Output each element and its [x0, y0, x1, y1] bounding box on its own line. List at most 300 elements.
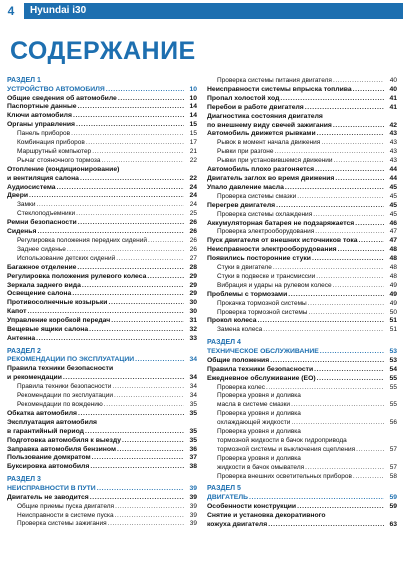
- toc-entry[interactable]: [207, 104, 397, 113]
- toc-entry[interactable]: [207, 366, 397, 375]
- dot-leader: [122, 437, 184, 446]
- toc-entry[interactable]: [207, 300, 397, 309]
- toc-page-number: 48: [389, 272, 397, 280]
- toc-entry-title: Неисправности электрооборудования: [207, 246, 337, 254]
- toc-page-number: 49: [389, 281, 397, 289]
- toc-page-number: 30: [189, 308, 197, 316]
- dot-leader: [67, 246, 184, 255]
- toc-entry-title: Рывки при разгоне: [217, 148, 274, 156]
- toc-page-number: 46: [389, 219, 397, 227]
- toc-page-number: 45: [389, 183, 397, 191]
- dot-leader: [63, 374, 184, 383]
- toc-page-number: 27: [189, 254, 197, 262]
- toc-entry[interactable]: [207, 202, 397, 211]
- toc-entry-title: Двигатель заглох во время движения: [207, 174, 335, 182]
- dot-leader: [353, 473, 384, 482]
- toc-entry[interactable]: [7, 282, 197, 291]
- toc-entry-title: Регулировка положения передних сидений: [17, 237, 147, 244]
- toc-entry-title: Пуск двигателя от внешних источников тока: [207, 237, 358, 245]
- toc-entry[interactable]: [207, 503, 397, 512]
- dot-leader: [37, 228, 184, 237]
- toc-entry-title: Вещевые ящики салона: [7, 326, 89, 334]
- section-title[interactable]: [7, 86, 197, 95]
- toc-entry-title: Багажное отделение: [7, 263, 77, 271]
- toc-entry-title: Проблемы с тормозами: [207, 290, 288, 298]
- dot-leader: [263, 326, 384, 335]
- toc-page-number: 35: [189, 436, 197, 444]
- toc-entry[interactable]: [207, 264, 397, 273]
- toc-entry-title: Проверка системы зажигания: [17, 520, 107, 528]
- toc-page-number: 55: [389, 374, 397, 382]
- toc-entry[interactable]: [207, 455, 397, 464]
- toc-page-number: 15: [189, 121, 197, 129]
- toc-page-number: 56: [389, 419, 397, 427]
- toc-entry-title: РЕКОМЕНДАЦИИ ПО ЭКСПЛУАТАЦИИ: [7, 356, 135, 364]
- toc-entry[interactable]: [207, 184, 397, 193]
- toc-entry[interactable]: [207, 384, 397, 393]
- toc-entry[interactable]: [207, 375, 397, 384]
- toc-page-number: 26: [189, 237, 197, 244]
- toc-entry[interactable]: [207, 317, 397, 326]
- dot-leader: [317, 375, 384, 384]
- toc-entry[interactable]: [207, 473, 397, 482]
- dot-leader: [315, 228, 384, 237]
- toc-entry[interactable]: [7, 428, 197, 437]
- toc-page-number: 37: [189, 454, 197, 462]
- section-number: РАЗДЕЛ 4: [207, 339, 241, 347]
- dot-leader: [291, 401, 384, 410]
- dot-leader: [104, 401, 184, 410]
- toc-entry[interactable]: [7, 228, 197, 237]
- dot-leader: [72, 290, 184, 299]
- dot-leader: [108, 520, 184, 529]
- toc-entry[interactable]: [7, 437, 197, 446]
- toc-entry[interactable]: [7, 201, 197, 210]
- toc-entry[interactable]: [207, 166, 397, 175]
- toc-entry-title: Паспортные данные: [7, 103, 77, 111]
- toc-entry[interactable]: [207, 86, 397, 95]
- header-bar: [24, 3, 403, 19]
- toc-entry-title: Проверка тормозной системы: [217, 308, 308, 316]
- dot-leader: [285, 184, 384, 193]
- toc-entry-title: Проверка системы охлаждения: [217, 210, 313, 218]
- toc-entry-title: Проверка уровня и доливка: [217, 454, 301, 462]
- toc-page-number: 44: [389, 166, 397, 174]
- dot-leader: [321, 139, 384, 148]
- toc-entry-title: Проверка системы смазки: [217, 192, 297, 200]
- section-number: РАЗДЕЛ 2: [7, 347, 41, 355]
- dot-leader: [312, 255, 384, 264]
- dot-leader: [320, 348, 384, 357]
- dot-leader: [313, 211, 384, 220]
- dot-leader: [297, 503, 384, 512]
- dot-leader: [115, 503, 184, 512]
- toc-entry-title: Правила техники безопасности: [17, 383, 112, 391]
- toc-page-number: 29: [189, 281, 197, 289]
- toc-entry[interactable]: [7, 95, 197, 104]
- toc-entry-title: Зеркала заднего вида: [7, 281, 81, 289]
- toc-entry-title: Панель приборов: [17, 130, 71, 138]
- toc-entry-title: Диагностика состояния двигателя: [207, 112, 323, 120]
- toc-page-number: 39: [189, 511, 197, 519]
- toc-entry-title: Аккумуляторная батарея не подзаряжается: [207, 219, 355, 227]
- dot-leader: [78, 410, 184, 419]
- toc-entry[interactable]: [207, 77, 397, 86]
- toc-entry-title: Стеклоподъемники: [17, 210, 76, 218]
- toc-entry-title: Общие положения: [207, 356, 270, 364]
- section-number: РАЗДЕЛ 5: [207, 485, 241, 493]
- toc-entry[interactable]: [7, 255, 197, 264]
- dot-leader: [89, 326, 184, 335]
- dot-leader: [135, 356, 184, 365]
- dot-leader: [335, 175, 384, 184]
- dot-leader: [85, 428, 184, 437]
- toc-entry-title: Появились посторонние стуки: [207, 255, 311, 263]
- dot-leader: [90, 494, 184, 503]
- toc-entry-title: ДВИГАТЕЛЬ: [207, 494, 248, 502]
- toc-page-number: 30: [189, 299, 197, 307]
- toc-entry-title: Подготовка автомобиля к выезду: [7, 436, 122, 444]
- toc-entry-title: Капот: [7, 308, 27, 316]
- toc-entry[interactable]: [7, 494, 197, 503]
- toc-entry[interactable]: [7, 264, 197, 273]
- toc-entry-title: Общие сведения об автомобиле: [7, 94, 117, 102]
- toc-entry[interactable]: [207, 357, 397, 366]
- toc-entry[interactable]: [207, 130, 397, 139]
- toc-page-number: 54: [389, 365, 397, 373]
- toc-entry[interactable]: [7, 326, 197, 335]
- toc-page-number: 39: [189, 520, 197, 528]
- page-number: 4: [0, 3, 22, 19]
- toc-page-number: 41: [389, 103, 397, 111]
- toc-entry-title: Буксировка автомобиля: [7, 463, 90, 471]
- section-title[interactable]: [207, 494, 397, 503]
- dot-leader: [112, 383, 184, 392]
- toc-entry-title: Регулировка положения рулевого колеса: [7, 272, 147, 280]
- toc-page-number: 34: [189, 374, 197, 382]
- toc-page-number: 40: [389, 77, 397, 84]
- toc-entry-title: Прокол колеса: [207, 317, 257, 325]
- toc-entry[interactable]: [207, 512, 397, 521]
- toc-page-number: 14: [189, 103, 197, 111]
- toc-entry-title: Ремни безопасности: [7, 219, 77, 227]
- toc-entry[interactable]: [207, 428, 397, 437]
- toc-entry[interactable]: [7, 139, 197, 148]
- toc-entry-title: Автомобиль движется рывками: [207, 130, 316, 138]
- toc-entry-title: Пользование домкратом: [7, 454, 91, 462]
- dot-leader: [106, 86, 184, 95]
- toc-entry[interactable]: [207, 326, 397, 335]
- dot-leader: [77, 264, 184, 273]
- toc-entry-title: Комбинация приборов: [17, 139, 85, 147]
- dot-leader: [266, 384, 384, 393]
- toc-entry[interactable]: [7, 419, 197, 428]
- toc-entry[interactable]: [7, 335, 197, 344]
- toc-page-number: 45: [389, 192, 397, 200]
- toc-entry[interactable]: [7, 103, 197, 112]
- dot-leader: [97, 485, 184, 494]
- toc-page-number: 35: [189, 409, 197, 417]
- dot-leader: [92, 148, 184, 157]
- toc-entry[interactable]: [207, 464, 397, 473]
- toc-entry-title: Проверка внешних осветительных приборов: [217, 472, 352, 480]
- toc-entry-title: тормозной жидкости в бачок гидропривода: [217, 436, 347, 444]
- toc-entry-title: Замки: [17, 201, 36, 209]
- toc-entry[interactable]: [7, 273, 197, 282]
- toc-entry[interactable]: [7, 130, 197, 139]
- dot-leader: [76, 210, 184, 219]
- toc-entry[interactable]: [7, 157, 197, 166]
- toc-page-number: 50: [389, 308, 397, 316]
- toc-page-number: 39: [189, 493, 197, 501]
- dot-leader: [316, 273, 384, 282]
- dot-leader: [115, 512, 184, 521]
- dot-leader: [57, 184, 184, 193]
- toc-entry[interactable]: [7, 383, 197, 392]
- toc-entry[interactable]: [7, 210, 197, 219]
- toc-page-number: 21: [189, 147, 197, 155]
- toc-page-number: 45: [389, 210, 397, 218]
- brand-label: Hyundai i30: [30, 5, 87, 16]
- toc-entry[interactable]: [7, 184, 197, 193]
- dot-leader: [355, 220, 384, 229]
- toc-entry[interactable]: [207, 282, 397, 291]
- toc-page-number: 58: [389, 472, 397, 480]
- toc-entry[interactable]: [7, 401, 197, 410]
- toc-page-number: 26: [189, 219, 197, 227]
- toc-page-number: 55: [389, 401, 397, 409]
- toc-entry-title: кожуха двигателя: [207, 520, 268, 528]
- dot-leader: [270, 357, 384, 366]
- toc-page-number: 28: [189, 263, 197, 271]
- toc-entry-title: Правила техники безопасности: [7, 365, 114, 373]
- dot-leader: [276, 202, 384, 211]
- page-header: [0, 0, 403, 20]
- toc-entry[interactable]: [7, 308, 197, 317]
- toc-entry-title: по внешнему виду свечей зажигания: [207, 121, 332, 129]
- toc-entry[interactable]: [7, 290, 197, 299]
- toc-entry[interactable]: [7, 463, 197, 472]
- dot-leader: [147, 273, 184, 282]
- page-title: СОДЕРЖАНИЕ: [10, 37, 196, 65]
- toc-entry-title: Двигатель не заводится: [7, 493, 89, 501]
- section-title[interactable]: [207, 348, 397, 357]
- toc-entry-title: Заправка автомобиля бензином: [7, 445, 116, 453]
- dot-leader: [117, 446, 184, 455]
- dot-leader: [305, 464, 384, 473]
- toc-entry[interactable]: [207, 255, 397, 264]
- toc-entry-title: Проверка уровня и доливка: [217, 410, 301, 418]
- toc-page-number: 32: [189, 326, 197, 334]
- dot-leader: [315, 166, 384, 175]
- toc-entry[interactable]: [7, 317, 197, 326]
- dot-leader: [333, 282, 384, 291]
- toc-entry[interactable]: [7, 237, 197, 246]
- dot-leader: [108, 299, 184, 308]
- toc-entry[interactable]: [207, 291, 397, 300]
- toc-page-number: 35: [189, 401, 197, 408]
- dot-leader: [71, 130, 184, 139]
- dot-leader: [27, 308, 184, 317]
- toc-entry[interactable]: [7, 446, 197, 455]
- dot-leader: [353, 86, 384, 95]
- toc-entry-title: Проверка электрооборудования: [217, 228, 315, 236]
- toc-page-number: 49: [389, 290, 397, 298]
- toc-entry-title: и вентиляция салона: [7, 174, 79, 182]
- toc-page-number: 48: [389, 255, 397, 263]
- toc-entry-title: Стуки в подвеске и трансмиссии: [217, 272, 316, 280]
- dot-leader: [288, 291, 384, 300]
- toc-page-number: 57: [389, 463, 397, 471]
- toc-page-number: 43: [389, 139, 397, 147]
- toc-entry[interactable]: [207, 309, 397, 318]
- dot-leader: [36, 335, 184, 344]
- toc-entry[interactable]: [7, 192, 197, 201]
- toc-entry-title: Обкатка автомобиля: [7, 409, 77, 417]
- toc-page-number: 51: [389, 317, 397, 325]
- toc-entry[interactable]: [207, 139, 397, 148]
- toc-page-number: 25: [189, 210, 197, 218]
- toc-page-number: 38: [189, 463, 197, 471]
- toc-entry[interactable]: [207, 419, 397, 428]
- toc-entry[interactable]: [207, 95, 397, 104]
- toc-entry[interactable]: [7, 520, 197, 529]
- toc-page-number: 39: [189, 484, 197, 492]
- dot-leader: [78, 219, 184, 228]
- toc-entry[interactable]: [7, 374, 197, 383]
- toc-entry-title: Аудиосистема: [7, 183, 56, 191]
- toc-entry[interactable]: [7, 121, 197, 130]
- toc-page-number: 63: [389, 520, 397, 528]
- toc-entry[interactable]: [207, 401, 397, 410]
- toc-page-number: 39: [189, 502, 197, 510]
- dot-leader: [78, 103, 184, 112]
- toc-entry[interactable]: [207, 273, 397, 282]
- toc-entry[interactable]: [7, 166, 197, 175]
- toc-entry-title: НЕИСПРАВНОСТИ В ПУТИ: [7, 484, 96, 492]
- toc-entry-title: Маршрутный компьютер: [17, 147, 92, 155]
- dot-leader: [258, 317, 384, 326]
- toc-entry[interactable]: [7, 175, 197, 184]
- toc-left-column: [7, 77, 197, 529]
- dot-leader: [118, 95, 184, 104]
- toc-entry[interactable]: [207, 521, 397, 530]
- toc-entry[interactable]: [207, 148, 397, 157]
- toc-entry[interactable]: [207, 446, 397, 455]
- toc-entry-title: Вибрация и удары на рулевом колесе: [217, 281, 332, 289]
- section-title[interactable]: [7, 485, 197, 494]
- toc-page-number: 51: [389, 326, 397, 334]
- dot-leader: [29, 192, 184, 201]
- dot-leader: [280, 95, 384, 104]
- toc-entry[interactable]: [207, 246, 397, 255]
- section-number: РАЗДЕЛ 3: [7, 476, 41, 484]
- toc-page-number: 33: [189, 334, 197, 342]
- toc-entry-title: Рывок в момент начала движения: [217, 139, 321, 147]
- toc-entry-title: в гарантийный период: [7, 427, 84, 435]
- toc-entry[interactable]: [207, 157, 397, 166]
- toc-page-number: 34: [189, 383, 197, 391]
- toc-entry[interactable]: [7, 246, 197, 255]
- dot-leader: [114, 392, 184, 401]
- toc-entry[interactable]: [207, 437, 397, 446]
- toc-page-number: 34: [189, 356, 197, 364]
- toc-entry-title: ТЕХНИЧЕСКОЕ ОБСЛУЖИВАНИЕ: [207, 347, 319, 355]
- toc-page-number: 24: [189, 201, 197, 209]
- toc-entry-title: Антенна: [7, 334, 36, 342]
- toc-page-number: 57: [389, 445, 397, 453]
- toc-entry-title: Перебои в работе двигателя: [207, 103, 304, 111]
- toc-entry-title: Перегрев двигателя: [207, 201, 276, 209]
- toc-entry[interactable]: [7, 148, 197, 157]
- toc-entry-title: Ключи автомобиля: [7, 112, 72, 120]
- toc-entry[interactable]: [7, 365, 197, 374]
- toc-entry-title: охлаждающей жидкости: [217, 419, 291, 427]
- toc-entry[interactable]: [7, 112, 197, 121]
- dot-leader: [111, 317, 184, 326]
- toc-page-number: 14: [189, 112, 197, 120]
- dot-leader: [90, 463, 184, 472]
- toc-entry[interactable]: [7, 299, 197, 308]
- toc-entry-title: Двери: [7, 192, 29, 200]
- toc-page-number: 29: [189, 272, 197, 280]
- toc-entry-title: Противосолнечные козырьки: [7, 299, 108, 307]
- toc-entry-title: Стуки в двигателе: [217, 264, 272, 272]
- toc-entry-title: и рекомендации: [7, 374, 62, 382]
- toc-page-number: 35: [189, 427, 197, 435]
- toc-entry-title: УСТРОЙСТВО АВТОМОБИЛЯ: [7, 85, 105, 93]
- toc-entry[interactable]: [207, 392, 397, 401]
- toc-page-number: 49: [389, 299, 397, 307]
- toc-entry[interactable]: [207, 211, 397, 220]
- toc-page-number: 22: [189, 156, 197, 164]
- toc-entry-title: Снятие и установка декоративного: [207, 511, 326, 519]
- toc-entry-title: Неисправности системы впрыска топлива: [207, 85, 352, 93]
- toc-entry[interactable]: [7, 512, 197, 521]
- toc-entry[interactable]: [207, 237, 397, 246]
- toc-page-number: 29: [189, 290, 197, 298]
- toc-entry[interactable]: [7, 503, 197, 512]
- dot-leader: [317, 130, 384, 139]
- dot-leader: [334, 157, 384, 166]
- dot-leader: [314, 366, 384, 375]
- toc-entry[interactable]: [7, 410, 197, 419]
- toc-entry-title: Освещение салона: [7, 290, 72, 298]
- toc-entry-title: Проверка системы питания двигателя: [217, 77, 332, 84]
- toc-entry[interactable]: [207, 113, 397, 122]
- toc-entry[interactable]: [7, 219, 197, 228]
- toc-page-number: 47: [389, 228, 397, 236]
- toc-entry-title: Общие приемы пуска двигателя: [17, 502, 115, 510]
- section-number: РАЗДЕЛ 1: [7, 77, 41, 84]
- dot-leader: [86, 139, 184, 148]
- toc-entry[interactable]: [207, 193, 397, 202]
- dot-leader: [356, 446, 384, 455]
- dot-leader: [291, 419, 384, 428]
- toc-page-number: 10: [189, 85, 197, 93]
- toc-entry[interactable]: [207, 228, 397, 237]
- toc-page-number: 42: [389, 121, 397, 129]
- toc-entry-title: Отопление (кондиционирование): [7, 165, 120, 173]
- toc-entry[interactable]: [7, 454, 197, 463]
- dot-leader: [249, 494, 384, 503]
- dot-leader: [116, 255, 184, 264]
- toc-entry[interactable]: [207, 175, 397, 184]
- toc-entry[interactable]: [7, 392, 197, 401]
- toc-entry[interactable]: [207, 410, 397, 419]
- dot-leader: [76, 121, 184, 130]
- toc-page-number: 59: [389, 494, 397, 502]
